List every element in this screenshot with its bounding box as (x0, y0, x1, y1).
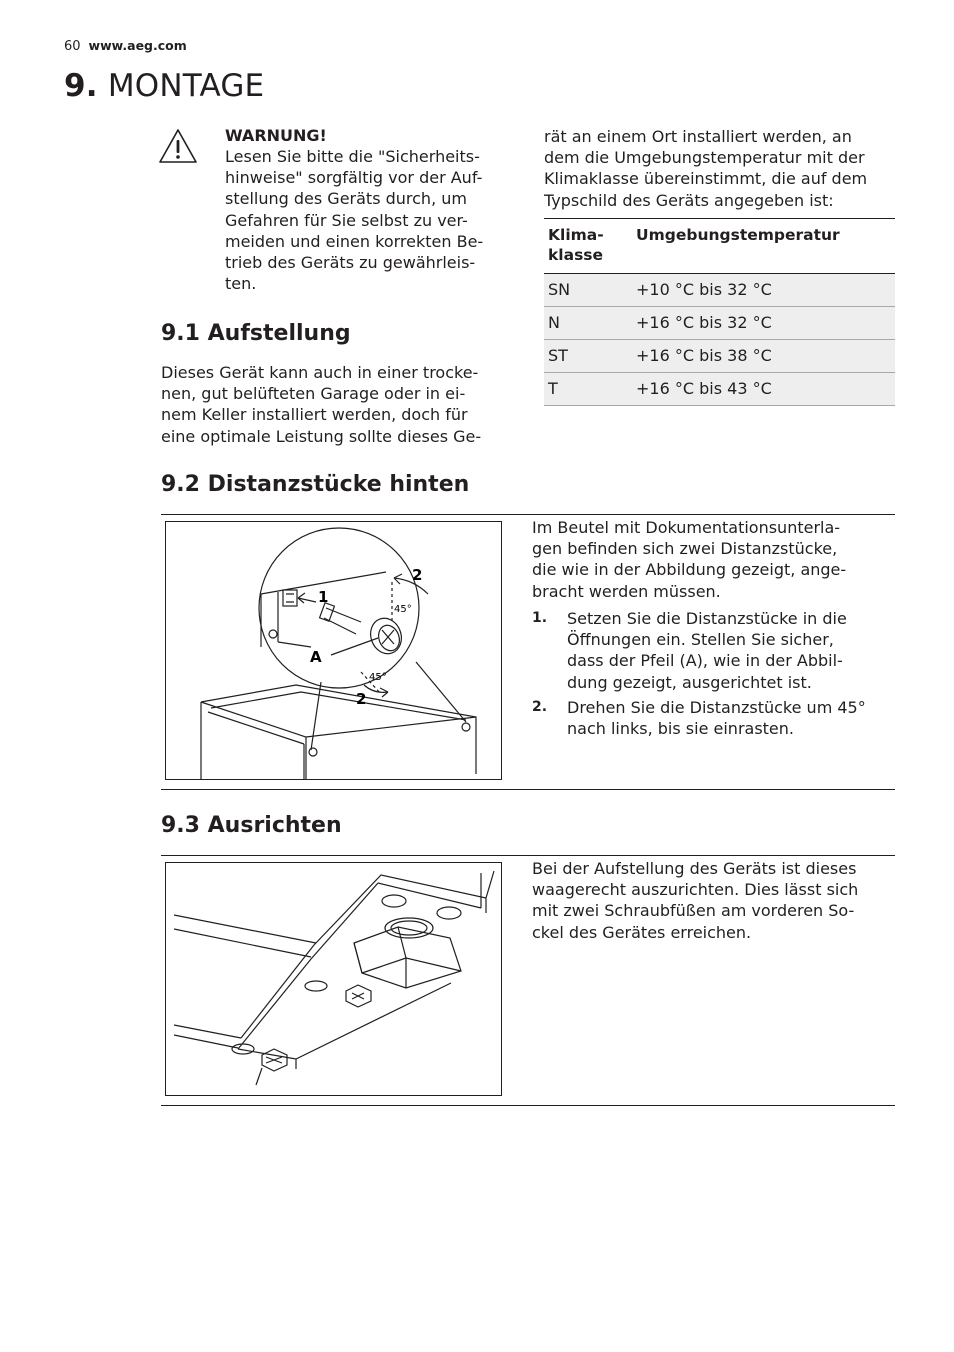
paragraph-line: ckel des Gerätes erreichen. (532, 922, 752, 942)
leveling-feet-drawing (166, 863, 501, 1095)
section-divider (161, 514, 895, 515)
list-item (532, 697, 892, 739)
section-number: 9.1 (161, 321, 200, 346)
section-title-distanzstuecke (161, 471, 469, 499)
section-name: Distanzstücke hinten (207, 472, 470, 497)
paragraph-line: Typschild des Geräts angegeben ist: (544, 190, 834, 210)
chapter-name: MONTAGE (107, 68, 265, 104)
paragraph-line: eine optimale Leistung sollte dieses Ge- (161, 426, 482, 446)
step-line: Drehen Sie die Distanzstücke um 45° (567, 697, 866, 717)
figure-label-step2-top: 2 (412, 566, 423, 584)
figure-label-arrow-a: A (310, 648, 322, 666)
table-cell-class: SN (544, 274, 632, 307)
figure-label-step2-bottom: 2 (356, 690, 367, 708)
warning-line: Gefahren für Sie selbst zu ver- (225, 210, 468, 230)
table-header-ambient-temperature: Umgebungstemperatur (632, 219, 895, 274)
table-cell-class: ST (544, 340, 632, 373)
chapter-number: 9. (64, 68, 98, 104)
paragraph-line: nen, gut belüfteten Garage oder in ei- (161, 384, 466, 404)
aufstellung-paragraph (161, 362, 516, 447)
warning-block (225, 125, 510, 294)
section-divider (161, 789, 895, 790)
table-row (544, 274, 895, 307)
climate-class-table (544, 218, 895, 406)
warning-triangle-icon (158, 128, 198, 164)
step-text (567, 608, 892, 693)
section-divider (161, 855, 895, 856)
instruction-steps (532, 608, 892, 743)
section-title-aufstellung (161, 320, 351, 348)
aufstellung-paragraph-continued (544, 126, 899, 211)
step-text (567, 697, 892, 739)
table-cell-class: N (544, 307, 632, 340)
paragraph-line: Im Beutel mit Dokumentationsunterla- (532, 518, 841, 537)
section-name: Ausrichten (207, 813, 342, 838)
table-cell-class: T (544, 373, 632, 406)
step-line: Setzen Sie die Distanzstücke in die (567, 609, 847, 628)
step-number: 1. (532, 610, 548, 626)
table-header-climate-class: Klima- klasse (544, 219, 632, 274)
paragraph-line: Dieses Gerät kann auch in einer trocke- (161, 363, 479, 382)
table-cell-temperature: +16 °C bis 32 °C (632, 307, 895, 340)
figure-label-angle-bottom: 45° (369, 672, 387, 683)
section-name: Aufstellung (207, 321, 351, 346)
paragraph-line: bracht werden müssen. (532, 581, 721, 601)
table-cell-temperature: +16 °C bis 38 °C (632, 340, 895, 373)
step-number: 2. (532, 698, 548, 715)
paragraph-line: mit zwei Schraubfüßen am vorderen So- (532, 901, 855, 921)
table-header-row (544, 219, 895, 274)
table-cell-temperature: +10 °C bis 32 °C (632, 274, 895, 307)
warning-line: trieb des Geräts zu gewährleis- (225, 253, 476, 273)
paragraph-line: die wie in der Abbildung gezeigt, ange- (532, 560, 847, 580)
page-number: 60 (64, 39, 81, 54)
step-line: Öffnungen ein. Stellen Sie sicher, (567, 630, 834, 650)
step-line: nach links, bis sie einrasten. (567, 719, 794, 739)
distanzstuecke-paragraph (532, 517, 892, 602)
paragraph-line: waagerecht auszurichten. Dies lässt sich (532, 880, 859, 900)
step-line: dass der Pfeil (A), wie in der Abbil- (567, 651, 843, 671)
ausrichten-paragraph (532, 858, 892, 943)
figure-label-angle-top: 45° (394, 604, 412, 615)
warning-line: stellung des Geräts durch, um (225, 189, 467, 209)
leveling-feet-illustration (165, 862, 502, 1096)
figure-label-step1: 1 (318, 588, 329, 606)
spacer-drawing (166, 522, 501, 779)
list-item (532, 608, 892, 693)
paragraph-line: rät an einem Ort installiert werden, an (544, 127, 852, 146)
warning-line: Lesen Sie bitte die "Sicherheits- (225, 147, 480, 166)
paragraph-line: gen befinden sich zwei Distanzstücke, (532, 539, 838, 559)
warning-line: ten. (225, 274, 257, 294)
section-number: 9.3 (161, 813, 200, 838)
section-number: 9.2 (161, 472, 200, 497)
page-header (64, 38, 187, 55)
table-cell-temperature: +16 °C bis 43 °C (632, 373, 895, 406)
warning-line: meiden und einen korrekten Be- (225, 231, 484, 251)
table-row (544, 373, 895, 406)
spacer-illustration (165, 521, 502, 780)
paragraph-line: nem Keller installiert werden, doch für (161, 405, 468, 425)
step-line: dung gezeigt, ausgerichtet ist. (567, 672, 812, 692)
table-row (544, 307, 895, 340)
table-row (544, 340, 895, 373)
paragraph-line: dem die Umgebungstemperatur mit der (544, 148, 865, 168)
section-title-ausrichten (161, 812, 342, 840)
paragraph-line: Klimaklasse übereinstimmt, die auf dem (544, 169, 868, 189)
warning-line: hinweise" sorgfältig vor der Auf- (225, 168, 483, 188)
paragraph-line: Bei der Aufstellung des Geräts ist dieses (532, 859, 857, 878)
website-url: www.aeg.com (88, 38, 187, 53)
section-divider (161, 1105, 895, 1106)
chapter-title (64, 66, 264, 106)
warning-title: WARNUNG! (225, 126, 327, 145)
